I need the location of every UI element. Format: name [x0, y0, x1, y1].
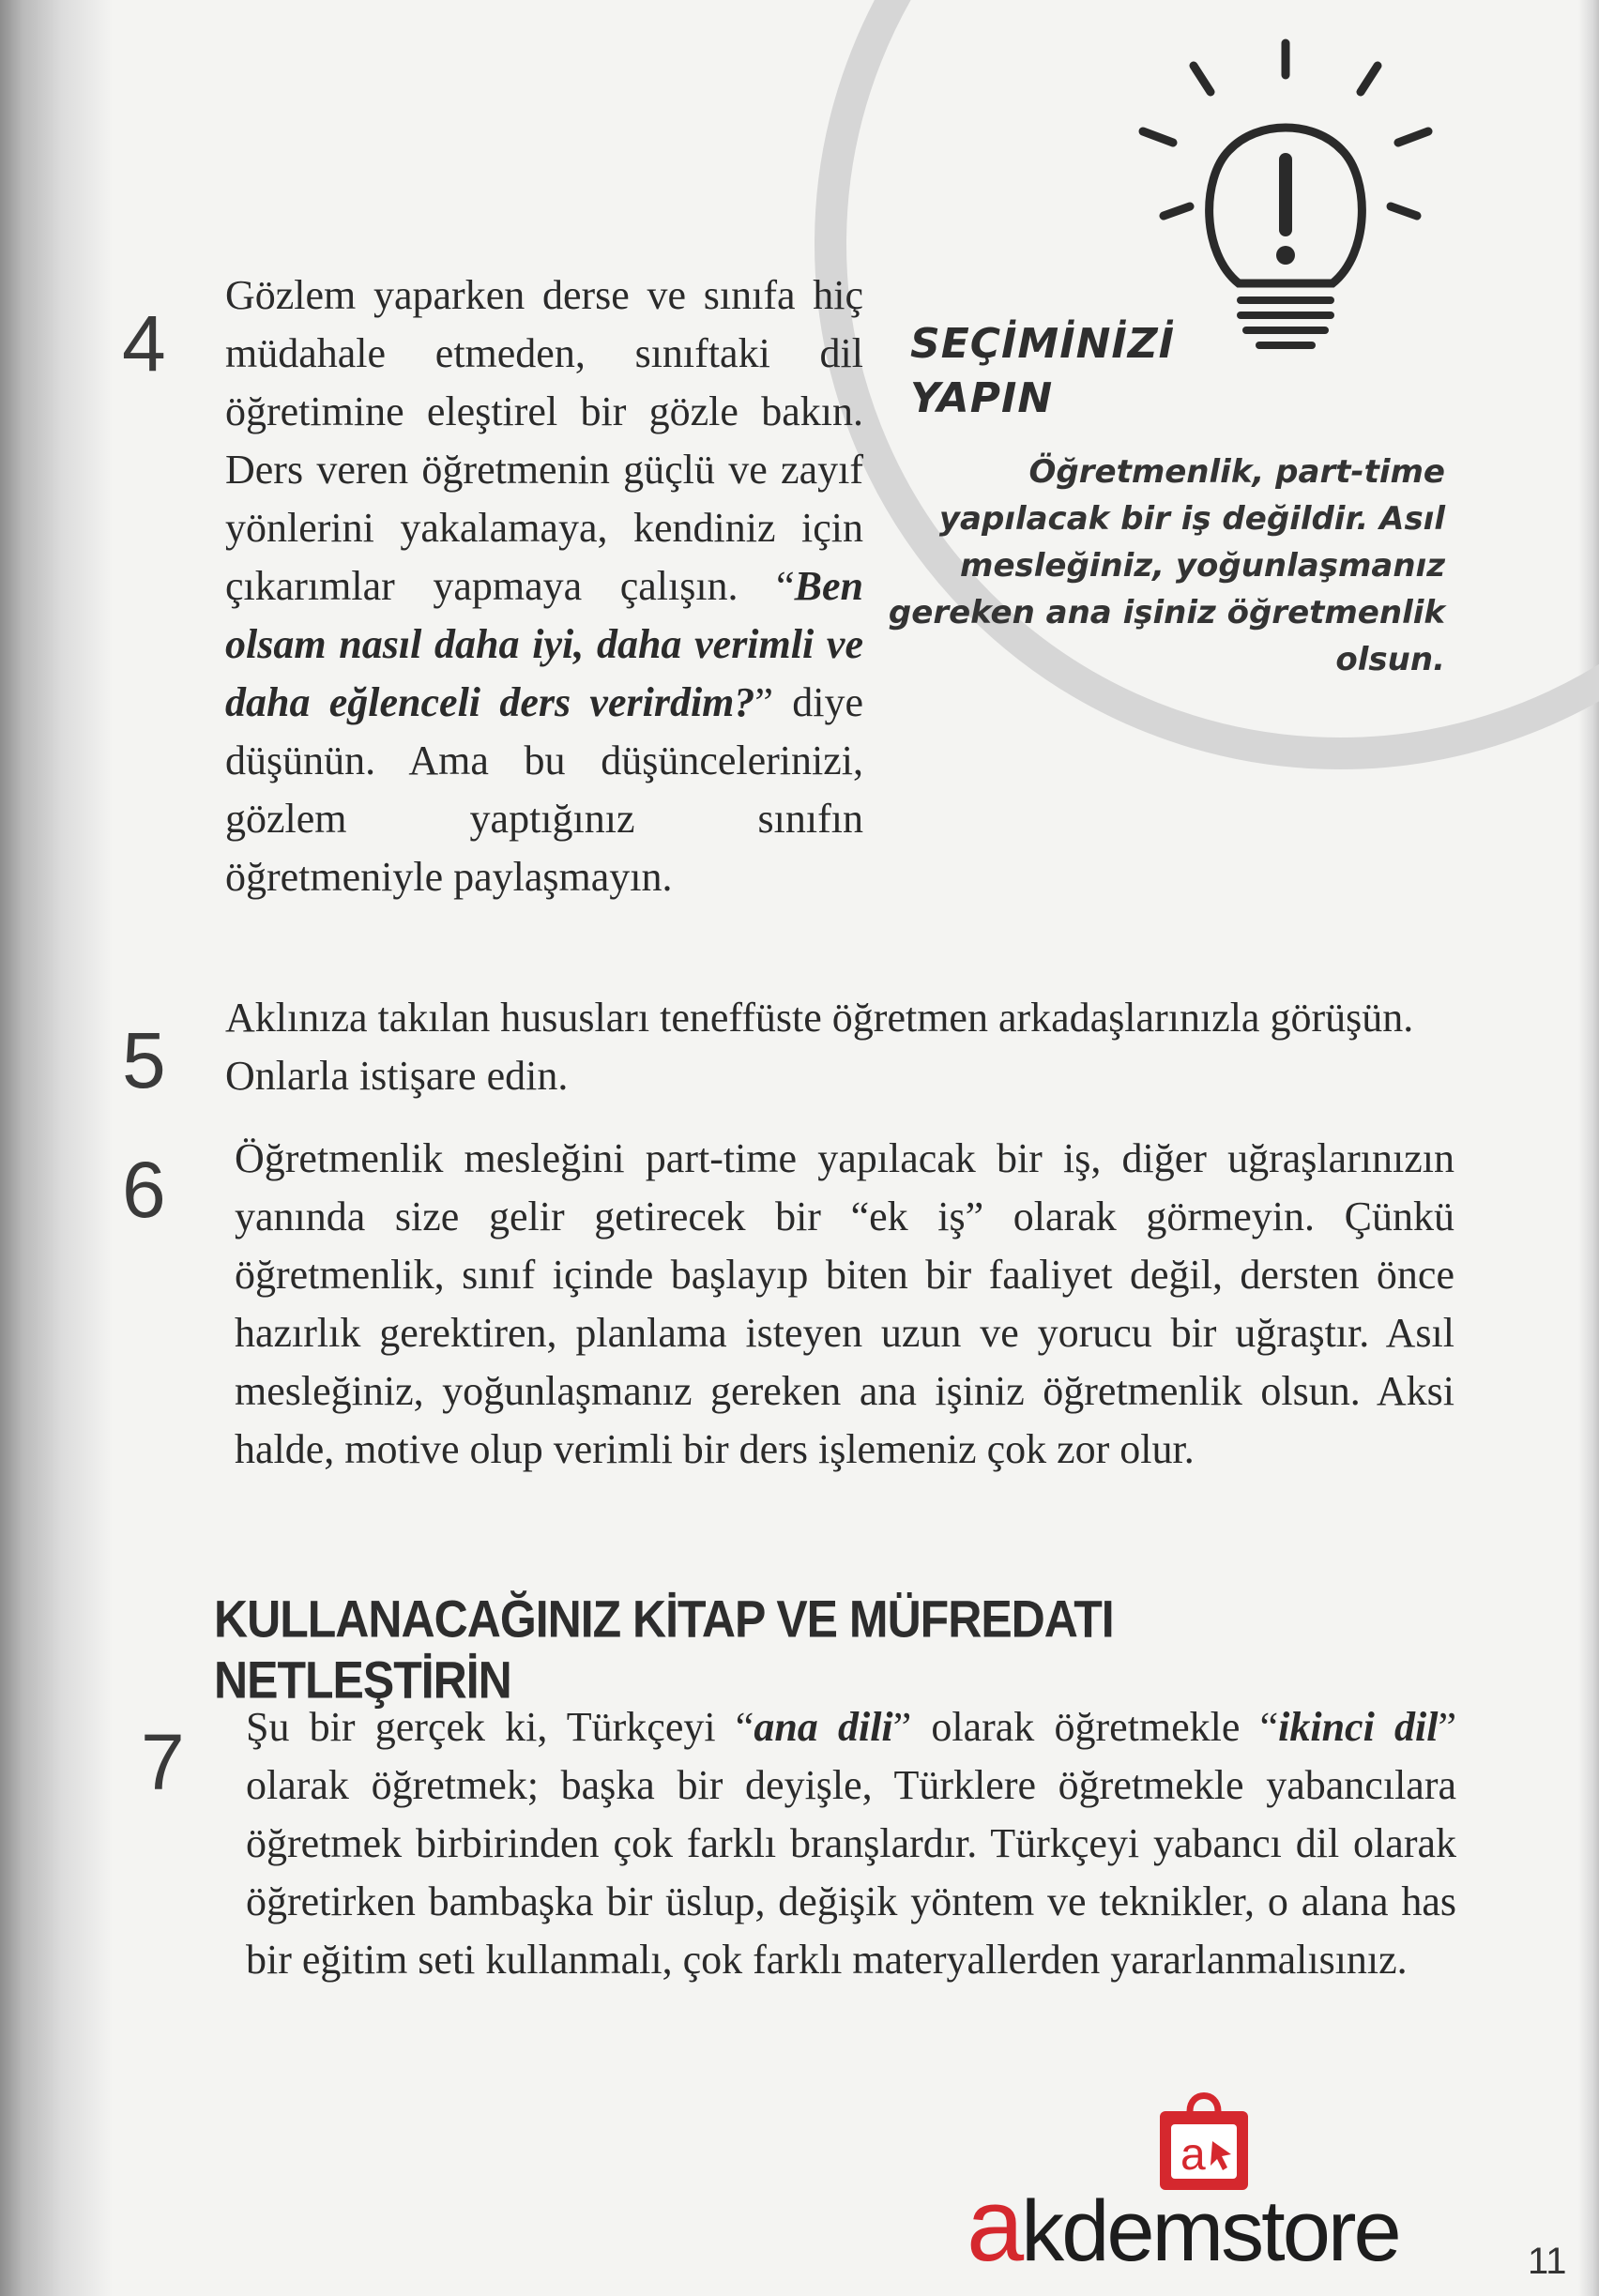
item-emphasis: Ben olsam nasıl daha iyi, daha verimli ve daha eğlenceli ders verirdim? [225, 563, 863, 725]
item-text: ” olarak öğretmekle “ [892, 1704, 1279, 1750]
logo-brand-text: kdemstore [1021, 2183, 1399, 2279]
item-number: 5 [122, 1016, 166, 1104]
section-heading: KULLANACAĞINIZ KİTAP VE MÜFREDATI NETLEŞTİRİN [214, 1589, 1114, 1710]
svg-text:a: a [1180, 2130, 1206, 2180]
item-text: ” olarak öğretmek; başka bir deyişle, Türklere öğretmekle yabancılara öğretmek birbirinden çok farklı branşlardır. Türkçeyi yabancı dil olarak öğretirken bambaşka bir üslup, değişik yöntem ve teknikler, o alana has bir eğitim seti kullanmalı, çok farklı materyallerden yararlanmalısınız. [246, 1704, 1456, 1983]
watermark-logo [967, 2166, 1399, 2285]
item-emphasis: ana dili [754, 1704, 893, 1750]
logo-first-letter: a [967, 2167, 1022, 2283]
item-paragraph [225, 266, 863, 906]
item-text: ” diye düşünün. Ama bu düşüncelerinizi, gözlem yaptığınız sınıfın öğretmeniyle paylaşmayın. [225, 679, 863, 900]
tip-title-line: SEÇİMİNİZİ [910, 320, 1176, 368]
tip-title-line: YAPIN [910, 374, 1054, 422]
item-text: Şu bir gerçek ki, Türkçeyi “ [246, 1704, 754, 1750]
item-emphasis: ikinci dil [1278, 1704, 1439, 1750]
tip-body: Öğretmenlik, part-time yapılacak bir iş değildir. Asıl mesleğiniz, yoğunlaşmanız gereken ana işiniz öğretmenlik olsun. [888, 453, 1445, 678]
item-number: 6 [122, 1146, 166, 1234]
item-paragraph: Aklınıza takılan hususları teneffüste öğretmen arkadaşlarınızla görüşün. Onlarla istişare edin. [225, 995, 1414, 1099]
tip-title [910, 317, 1192, 426]
item-number: 7 [141, 1718, 185, 1806]
binding-shadow [0, 0, 113, 2296]
item-paragraph: Öğretmenlik mesleğini part-time yapılacak bir iş, diğer uğraşlarınızın yanında size gelir getirecek bir “ek iş” olarak görmeyin. Çünkü öğretmenlik, sınıf içinde başlayıp biten bir faaliyet değil, dersten önce hazırlık gerektiren, planlama isteyen uzun ve yorucu bir uğraştır. Asıl mesleğiniz, yoğunlaşmanız gereken ana işiniz öğretmenlik olsun. Aksi halde, motive olup verimli bir ders işlemeniz çok zor olur. [235, 1135, 1454, 1472]
item-paragraph [246, 1698, 1456, 1989]
item-number: 4 [122, 299, 166, 388]
page-number: 11 [1528, 2241, 1567, 2282]
item-text: Gözlem yaparken derse ve sınıfa hiç müdahale etmeden, sınıftaki dil öğretimine eleştirel bir gözle bakın. Ders veren öğretmenin güçlü ve zayıf yönlerini yakalamaya, kendiniz için çıkarımlar yapmaya çalışın. “ [225, 272, 863, 609]
